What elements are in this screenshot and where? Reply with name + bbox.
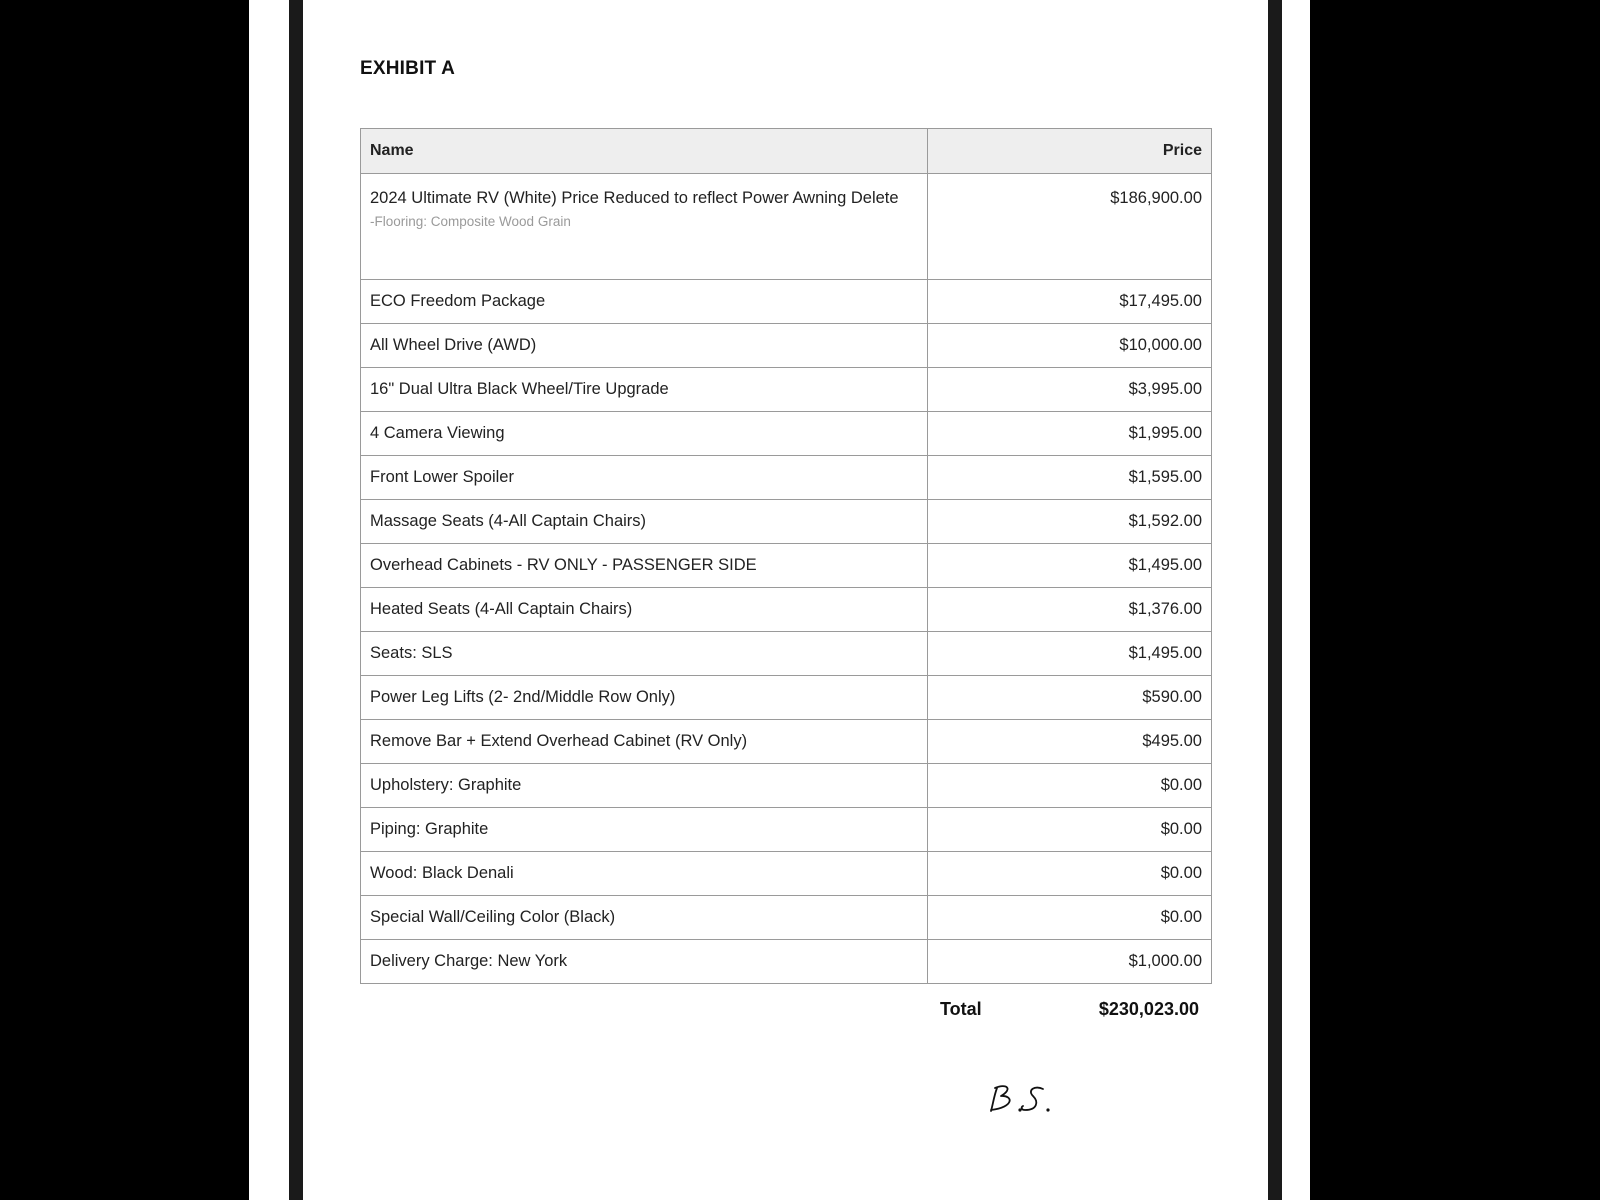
table-row bbox=[361, 676, 1212, 720]
document-page bbox=[303, 0, 1268, 1200]
name-column-header: Name bbox=[361, 129, 928, 174]
item-name: Special Wall/Ceiling Color (Black) bbox=[361, 896, 928, 940]
table-row bbox=[361, 852, 1212, 896]
item-price: $3,995.00 bbox=[928, 368, 1212, 412]
item-price: $0.00 bbox=[928, 808, 1212, 852]
table-header-row bbox=[361, 129, 1212, 174]
total-label: Total bbox=[940, 999, 982, 1019]
item-name-cell bbox=[361, 174, 928, 280]
total-value: $230,023.00 bbox=[1098, 999, 1199, 1019]
table-row bbox=[361, 500, 1212, 544]
item-name: Power Leg Lifts (2- 2nd/Middle Row Only) bbox=[361, 676, 928, 720]
table-row bbox=[361, 632, 1212, 676]
table-row bbox=[361, 280, 1212, 324]
table-row bbox=[361, 174, 1212, 280]
background-margin-left bbox=[249, 0, 289, 1200]
background-margin-right bbox=[1282, 0, 1310, 1200]
item-name: Massage Seats (4-All Captain Chairs) bbox=[361, 500, 928, 544]
item-price: $1,376.00 bbox=[928, 588, 1212, 632]
item-price: $1,595.00 bbox=[928, 456, 1212, 500]
item-name: Remove Bar + Extend Overhead Cabinet (RV Only) bbox=[361, 720, 928, 764]
item-price: $186,900.00 bbox=[928, 174, 1212, 280]
table-row bbox=[361, 324, 1212, 368]
item-price: $590.00 bbox=[928, 676, 1212, 720]
item-price: $1,495.00 bbox=[928, 632, 1212, 676]
item-price: $0.00 bbox=[928, 852, 1212, 896]
item-name: Wood: Black Denali bbox=[361, 852, 928, 896]
item-note: -Flooring: Composite Wood Grain bbox=[370, 214, 571, 229]
table-row bbox=[361, 588, 1212, 632]
page-border-left bbox=[289, 0, 303, 1200]
table-row bbox=[361, 412, 1212, 456]
item-name: Delivery Charge: New York bbox=[361, 940, 928, 984]
item-name: Front Lower Spoiler bbox=[361, 456, 928, 500]
table-row bbox=[361, 456, 1212, 500]
item-name: Upholstery: Graphite bbox=[361, 764, 928, 808]
price-column-header: Price bbox=[928, 129, 1212, 174]
item-price: $0.00 bbox=[928, 764, 1212, 808]
table-row bbox=[361, 808, 1212, 852]
table-row bbox=[361, 896, 1212, 940]
signature-initials bbox=[985, 1080, 1075, 1116]
table-row bbox=[361, 368, 1212, 412]
table-row bbox=[361, 544, 1212, 588]
item-name: 4 Camera Viewing bbox=[361, 412, 928, 456]
item-name: ECO Freedom Package bbox=[361, 280, 928, 324]
item-name: Heated Seats (4-All Captain Chairs) bbox=[361, 588, 928, 632]
table-row bbox=[361, 940, 1212, 984]
item-name: All Wheel Drive (AWD) bbox=[361, 324, 928, 368]
item-price: $10,000.00 bbox=[928, 324, 1212, 368]
item-name: 16" Dual Ultra Black Wheel/Tire Upgrade bbox=[361, 368, 928, 412]
item-price: $17,495.00 bbox=[928, 280, 1212, 324]
item-price: $1,995.00 bbox=[928, 412, 1212, 456]
item-name: Piping: Graphite bbox=[361, 808, 928, 852]
table-row bbox=[361, 720, 1212, 764]
table-row bbox=[361, 764, 1212, 808]
price-table bbox=[360, 128, 1212, 984]
item-name: Seats: SLS bbox=[361, 632, 928, 676]
item-price: $1,000.00 bbox=[928, 940, 1212, 984]
item-price: $495.00 bbox=[928, 720, 1212, 764]
item-name: Overhead Cabinets - RV ONLY - PASSENGER SIDE bbox=[361, 544, 928, 588]
item-price: $1,592.00 bbox=[928, 500, 1212, 544]
item-price: $0.00 bbox=[928, 896, 1212, 940]
page-border-right bbox=[1268, 0, 1282, 1200]
item-price: $1,495.00 bbox=[928, 544, 1212, 588]
document-title: EXHIBIT A bbox=[360, 58, 456, 79]
item-name: 2024 Ultimate RV (White) Price Reduced to reflect Power Awning Delete bbox=[370, 189, 899, 207]
